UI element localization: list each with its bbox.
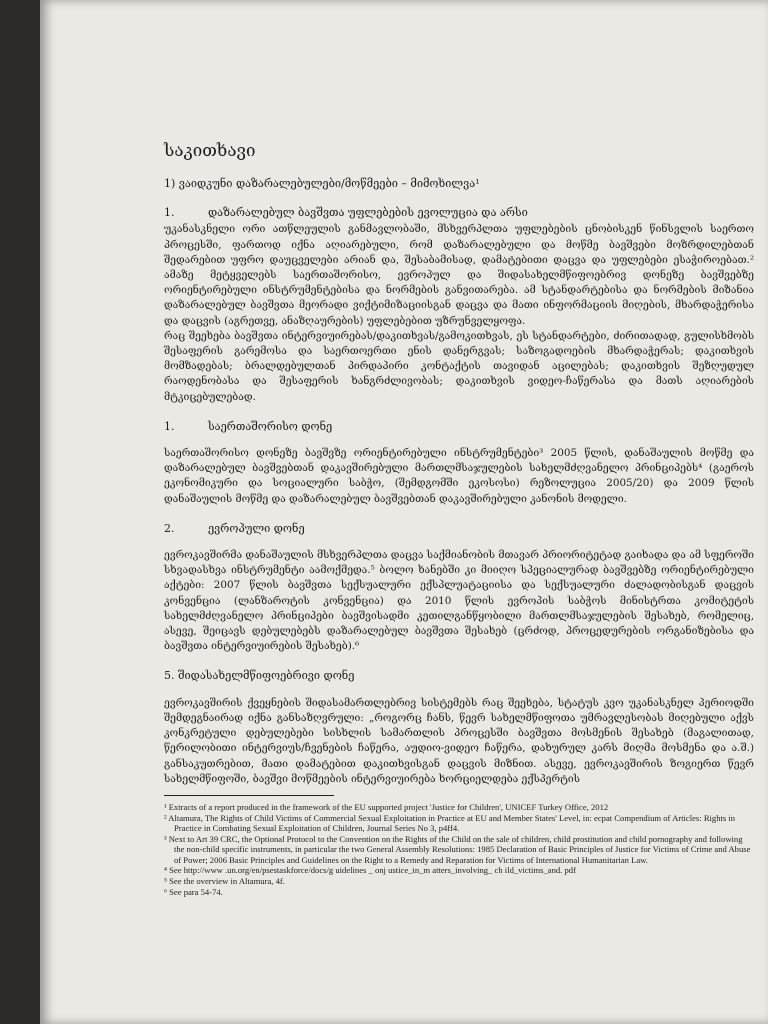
section-heading-domestic: 5. შიდასახელმწიფოებრივი დონე — [164, 669, 355, 683]
section-number: 1. — [164, 206, 175, 220]
section-number: 1. — [164, 419, 175, 433]
paragraph: უკანასკნელი ორი ათწლეულის განმავლობაში, მსხვერპლთა უფლებების ცნობისკენ წინსვლის საერთო პროცესში, ფართოდ იქნა აღიარებული, რომ დაზარალებული და მოწმე ბავშვები მოზრდილებთან შედარებით უფრო დაუცველები არიან და, შესაბამისად, დამატებითი დაცვა და უფლებები ესაჭიროებათ.² ამაზე მეტყველებს საერთაშორისო, ევროპულ და შიდასახელმწიფოებრივ დონეზე ბავშვებზე ორიენტირებული ინსტრუმენტებისა და ნორმების განვითარება. ამ სტანდარტებისა და ნორმების მიზანია დაზარალებულ ბავშვთა მეორადი ვიქტიმიზაციისგან დაცვა და მათი ინფორმაციის მიღების, მხარდაჭერისა და დაცვის (აგრეთვე, ანაზღაურების) უფლებებით უზრუნველყოფა. — [164, 223, 754, 327]
subtitle: 1) ვაიდკუნი დაზარალებულები/მოწმეები – მიმოხილვა¹ — [164, 177, 480, 190]
footnote: ¹ Extracts of a report produced in the framework of the EU supported project 'Justice for Children', UNICEF Turkey Office, 2012 — [164, 801, 609, 812]
section-heading-european — [164, 521, 754, 536]
book-binding-edge — [0, 0, 40, 1024]
footnote: ⁴ See http://www .un.org/en/psestaskforce/docs/g uidelines _ onj ustice_in_m atters_involving_ ch ild_victims_and. pdf — [164, 865, 576, 876]
paragraph: ევროკავშირის ქვეყნების შიდასამართლებრივ სისტემებს რაც შეეხება, სტატუს კვო უკანასკნელ პერიოდში შემდეგნაირად იქნა განსაზღვრული: „როგორც ჩანს, წევრ სახელმწიფოთა უმრავლესობას მიღებული აქვს კონკრეტული დებულებები სისხლის სამართლის პროცესში ბავშვთა მოსმენის შესახებ (მაგალითად, წერილობითი ინტერვიუს/ჩვენების ჩაწერა, აუდიო-ვიდეო ჩაწერა, დახურულ კარს მიღმა მოსმენა და ა.შ.) განსაკუთრებით, მათი დამატებით დაკითხვისგან დაცვის მიზნით. ასევე, ევროკავშირის ზოგიერთ წევრ სახელმწიფოში, ბავშვი მოწმეების ინტერვიუირება ხორციელდება ექსპერტის — [164, 696, 754, 785]
document-page — [40, 0, 768, 1024]
footnotes — [164, 802, 754, 897]
section-title: ევროპული დონე — [208, 521, 305, 535]
section-heading-international — [164, 419, 754, 434]
footnote: ⁵ See the overview in Altamura, 4f. — [164, 876, 285, 887]
footnote-divider — [164, 795, 334, 796]
section-title: დაზარალებულ ბავშვთა უფლებების ევოლუცია და არსი — [208, 206, 528, 220]
section-number: 2. — [164, 521, 175, 535]
page-content — [164, 140, 754, 897]
footnote: ⁶ See para 54-74. — [164, 886, 223, 897]
paragraph: რაც შეეხება ბავშვთა ინტერვიუირებას/დაკითხვას/გამოკითხვას, ეს სტანდარტები, ძირითადად, გულისხმობს შესაფერის გარემოსა და საერთოერთი ენის დანერგვას; საზოგადოების მხარდაჭერას; დაკითხვის მომზადებას; ბრალდებულთან პირდაპირი კონტაქტის თავიდან აცილებას; დაკითხვის შეზღუდულ რაოდენობასა და შესაფერის ხანგრძლივობას; დაკითხვის ვიდეო-ჩაწერასა და მათს აღიარების მტკიცებულებად. — [164, 329, 754, 403]
paragraph: საერთაშორისო დონეზე ბავშვზე ორიენტირებული ინსტრუმენტები³ 2005 წლის, დანაშაულის მოწმე და დაზარალებულ ბავშვებთან დაკავშირებული მართლმსაჯულების სახელმძღვანელო პრინციპებს⁴ (გაეროს ეკონომიკური და სოციალური საბჭო, (შემდგომში ეკოსოსი) რეზოლუცია 2005/20) და 2009 წლის დანაშაულის მოწმე და დაზარალებულ ბავშვებთან დაკავშირებული კანონის მოდელი. — [164, 447, 754, 505]
section-title: საერთაშორისო დონე — [208, 419, 333, 433]
section-heading-evolution — [164, 205, 754, 220]
footnote: ² Altamura, The Rights of Child Victims of Commercial Sexual Exploitation in Practice at EU and Member States' Level, in: ecpat Compendium of Articles: Rights in Practice in Combating Sexual Exploitation of Children, Journal Series No 3, p4ff4. — [164, 812, 736, 834]
footnote: ³ Next to Art 39 CRC, the Optional Protocol to the Convention on the Rights of the Child on the sale of children, child prostitution and child pornography and following the non-child specific instruments, in particular the two General Assembly Resolutions: 1985 Declaration of Basic Principles of Justice for Victims of Crime and Abuse of Power; 2006 Basic Principles and Guidelines on the Right to a Remedy and Reparation for Victims of International Humanitarian Law. — [164, 833, 751, 865]
paragraph: ევროკავშირმა დანაშაულის მსხვერპლთა დაცვა საქმიანობის მთავარ პრიორიტეტად გაიხადა და ამ სფეროში სხვადასხვა ინსტრუმენტი აამოქმედა.⁵ ბოლო ხანებში კი მიიღო სპეციალურად ბავშვებზე ორიენტირებული აქტები: 2007 წლის ბავშვთა სექსუალური ექსპლუატაციისა და სექსუალური ძალადობისგან დაცვის კონვენცია (ლანზაროტის კონვენცია) და 2010 წლის ევროპის საბჭოს მინისტრთა კომიტეტის სახელმძღვანელო პრინციპები ბავშვისადმი კეთილგანწყობილი მართლმსაჯულების შესახებ, რომელიც, ასევე, შეიცავს დებულებებს დაზარალებულ ბავშვთა შესახებ (ცრძოდ, პროცედურების ორგანიზებისა და ბავშვთა ინტერვიუირების შესახებ).⁶ — [164, 549, 754, 653]
page-title: საკითხავი — [164, 141, 256, 161]
